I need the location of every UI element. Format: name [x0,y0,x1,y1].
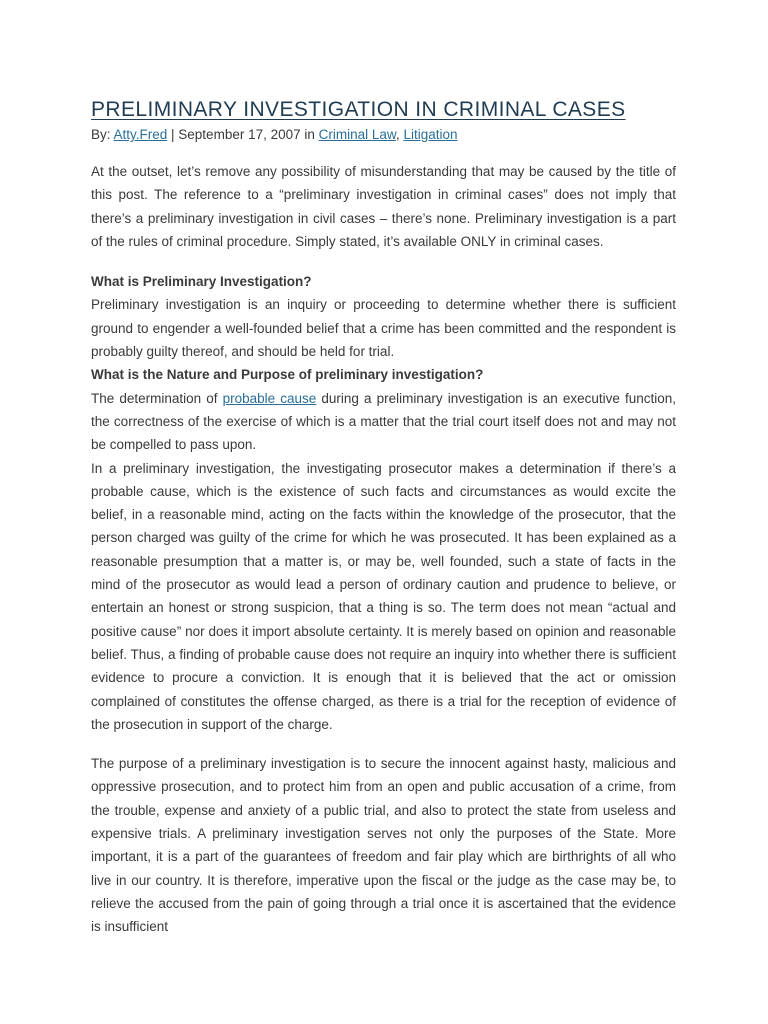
article-title: PRELIMINARY INVESTIGATION IN CRIMINAL CASES [91,98,626,121]
category-link-litigation[interactable]: Litigation [403,127,458,142]
nature-paragraph [91,387,676,457]
heading-what-is-preliminary-investigation: What is Preliminary Investigation? [91,274,312,290]
category-separator: , [395,127,404,142]
byline-date: | September 17, 2007 in [167,127,319,142]
probable-cause-paragraph: In a preliminary investigation, the investigating prosecutor makes a determination if there’s a probable cause, which is the existence of such facts and circumstances as would excite the belief, in a reasonable mind, acting on the facts within the knowledge of the prosecutor, that the person charged was guilty of the crime for which he was prosecuted. It has been explained as a reasonable presumption that a matter is, or may be, well founded, such a state of facts in the mind of the prosecutor as would lead a person of ordinary caution and prudence to believe, or entertain an honest or strong suspicion, that a thing is so. The term does not mean “actual and positive cause” nor does it import absolute certainty. It is merely based on opinion and reasonable belief. Thus, a finding of probable cause does not require an inquiry into whether there is sufficient evidence to procure a conviction. It is enough that it is believed that the act or omission complained of constitutes the offense charged, as there is a trial for the reception of evidence of the prosecution in support of the charge. [91,460,676,732]
nature-text-after: during a preliminary investigation is an executive function, the correctness of the exercise of which is a matter that the trial court itself does not and may not be compelled to pass upon. [91,390,677,453]
nature-text-before: The determination of [91,390,223,406]
definition-paragraph: Preliminary investigation is an inquiry or proceeding to determine whether there is sufficient ground to engender a well-founded belief that a crime has been committed and the respondent is probably guilty thereof, and should be held for trial. [91,297,676,360]
byline [91,125,676,144]
intro-paragraph: At the outset, let’s remove any possibility of misunderstanding that may be caused by the title of this post. The reference to a “preliminary investigation in criminal cases” does not imply that there’s a preliminary investigation in civil cases – there’s none. Preliminary investigation is a part of the rules of criminal procedure. Simply stated, it’s available ONLY in criminal cases. [91,164,676,249]
author-link[interactable]: Atty.Fred [113,127,168,142]
probable-cause-link[interactable]: probable cause [222,390,317,406]
heading-nature-and-purpose: What is the Nature and Purpose of preliminary investigation? [91,367,484,383]
byline-prefix: By: [91,127,114,142]
article [91,96,676,939]
purpose-paragraph: The purpose of a preliminary investigation is to secure the innocent against hasty, malicious and oppressive prosecution, and to protect him from an open and public accusation of a crime, from the trouble, expense and anxiety of a public trial, and also to protect the state from useless and expensive trials. A preliminary investigation serves not only the purposes of the State. More important, it is a part of the guarantees of freedom and fair play which are birthrights of all who live in our country. It is therefore, imperative upon the fiscal or the judge as the case may be, to relieve the accused from the pain of going through a trial once it is ascertained that the evidence is insufficient [91,756,676,935]
category-link-criminal-law[interactable]: Criminal Law [318,127,396,142]
